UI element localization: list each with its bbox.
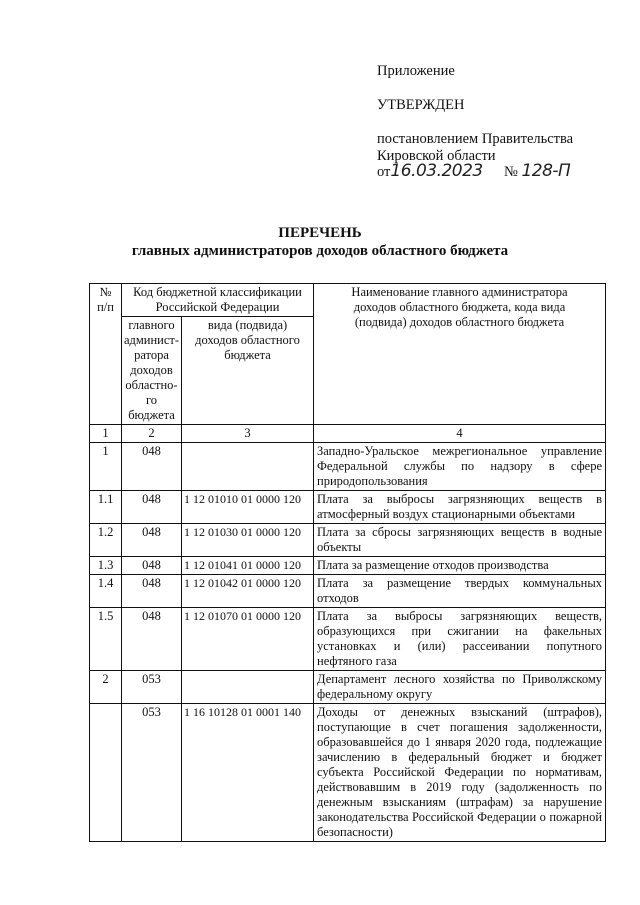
row-name: Плата за размещение твердых коммунальных отходов [314,575,606,608]
document-title: ПЕРЕЧЕНЬ [278,225,362,241]
table-row [90,443,606,491]
row-name: Плата за выбросы загрязняющих веществ, образующихся при сжигании на факельных установках и (или) рассеивании попутного нефтяного газа [314,608,606,671]
table-row [90,524,606,557]
document-subtitle: главных администраторов доходов областного бюджета [131,243,509,259]
col-number: 2 [122,425,182,443]
header-num: № п/п [90,284,122,425]
row-name: Плата за размещение отходов производства [314,557,606,575]
appendix-label: Приложение [377,63,455,79]
row-admin-code: 048 [122,608,182,671]
row-income-code: 1 12 01041 01 0000 120 [182,557,314,575]
col-number: 3 [182,425,314,443]
date-prefix: от [377,164,391,180]
row-num: 1.2 [90,524,122,557]
row-admin-code: 053 [122,704,182,842]
row-income-code [182,443,314,491]
row-name: Западно-Уральское межрегиональное управление Федеральной службы по надзору в сфере природопользования [314,443,606,491]
col-number: 4 [314,425,606,443]
row-num: 1.5 [90,608,122,671]
table-row [90,575,606,608]
row-name: Департамент лесного хозяйства по Приволжскому федеральному округу [314,671,606,704]
row-admin-code: 053 [122,671,182,704]
col-number: 1 [90,425,122,443]
row-name: Плата за выбросы загрязняющих веществ в атмосферный воздух стационарными объектами [314,491,606,524]
table-row [90,491,606,524]
table-row [90,608,606,671]
column-number-row [90,425,606,443]
number-prefix: № [504,164,518,180]
row-admin-code: 048 [122,575,182,608]
row-name: Доходы от денежных взысканий (штрафов), поступающие в счет погашения задолженности, образовавшейся до 1 января 2020 года, подлежащие зачислению в федеральный бюджет и бюджет субъекта Российской Федерации по нормативам, действовавшим в 2019 году (задолженность по денежным взысканиям (штрафам) за нарушение законодательства Российской Федерации о пожарной безопасности) [314,704,606,842]
approved-label: УТВЕРЖДЕН [377,97,465,113]
row-num: 1.1 [90,491,122,524]
row-income-code: 1 16 10128 01 0001 140 [182,704,314,842]
row-num [90,704,122,842]
decree-line-2: Кировской области [377,148,496,164]
header-kbk: Код бюджетной классификации Российской Федерации [122,284,314,317]
row-income-code: 1 12 01070 01 0000 120 [182,608,314,671]
row-admin-code: 048 [122,491,182,524]
row-num: 1 [90,443,122,491]
row-num: 2 [90,671,122,704]
header-admin: главного админист-ратора доходов областно-го бюджета [122,317,182,425]
row-income-code: 1 12 01030 01 0000 120 [182,524,314,557]
row-admin-code: 048 [122,557,182,575]
row-num: 1.4 [90,575,122,608]
handwritten-date: 16.03.2023 [390,161,483,181]
row-income-code [182,671,314,704]
header-name: Наименование главного администратора доходов областного бюджета, кода вида (подвида) доходов областного бюджета [314,284,606,425]
row-income-code: 1 12 01010 01 0000 120 [182,491,314,524]
table-row [90,704,606,842]
row-name: Плата за сбросы загрязняющих веществ в водные объекты [314,524,606,557]
header-type: вида (подвида) доходов областного бюджета [182,317,314,425]
header-row-1 [90,284,606,317]
row-income-code: 1 12 01042 01 0000 120 [182,575,314,608]
row-num: 1.3 [90,557,122,575]
handwritten-number: 128-П [521,161,571,181]
row-admin-code: 048 [122,524,182,557]
administrators-table [89,283,606,842]
table-row [90,557,606,575]
row-admin-code: 048 [122,443,182,491]
decree-date-line [377,163,570,181]
decree-line-1: постановлением Правительства [377,131,574,147]
table-row [90,671,606,704]
